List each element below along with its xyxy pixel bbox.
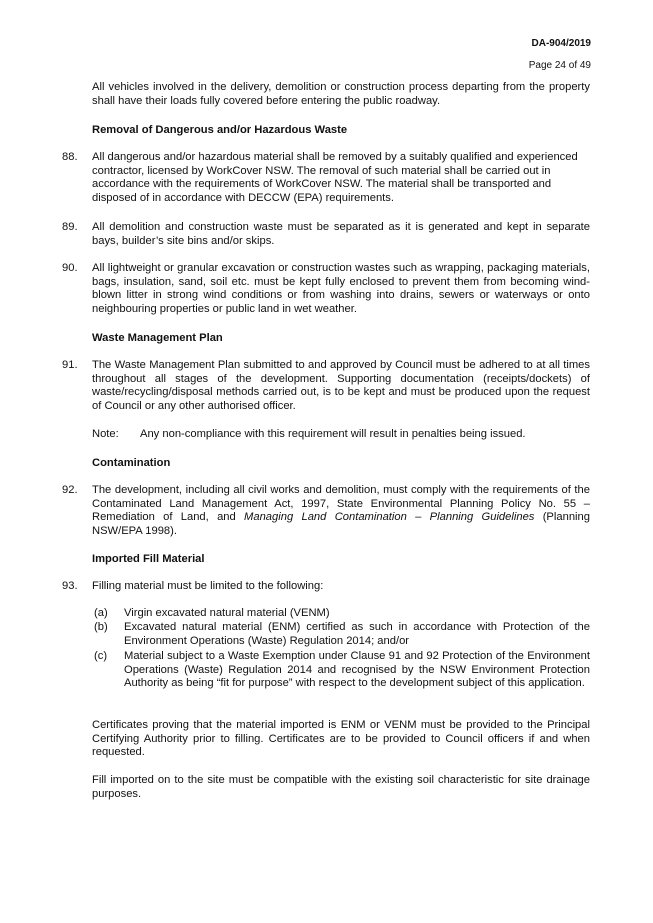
note-text: Any non-compliance with this requirement will result in penalties being issued.	[140, 428, 526, 440]
item-number-92: 92.	[62, 484, 78, 496]
guidelines-title: Managing Land Contamination – Planning Guidelines	[244, 511, 535, 523]
condition-92-text-start: The development, including all civil works and demolition, must comply with the requirements of the Contaminated Land Management Act, 1997, State Environmental Planning Policy No. 55 – Remediation of Land, and	[92, 484, 590, 523]
subitem-label-a: (a)	[94, 607, 108, 619]
item-number-88: 88.	[62, 151, 78, 163]
page-number: Page 24 of 49	[528, 60, 591, 71]
subitem-text-c: Material subject to a Waste Exemption under Clause 91 and 92 Protection of the Environment Operations (Waste) Regulation 2014 and recognised by the NSW Environment Protection Authority as being “fit for purpose” with respect to the development subject of this application.	[124, 650, 590, 689]
section-heading-imported-fill: Imported Fill Material	[92, 553, 205, 565]
condition-90-text: All lightweight or granular excavation or construction wastes such as wrapping, packaging materials, bags, insulation, sand, soil etc. must be kept fully enclosed to prevent them from becoming wind-blown litter in strong wind conditions or from washing into drains, sewers or waterways or onto neighbouring properties or public land in wet weather.	[92, 262, 590, 315]
document-reference: DA-904/2019	[531, 38, 591, 49]
condition-89-text: All demolition and construction waste must be separated as it is generated and kept in separate bays, builder’s site bins and/or skips.	[92, 221, 590, 247]
section-heading-waste-plan: Waste Management Plan	[92, 332, 223, 344]
intro-paragraph: All vehicles involved in the delivery, demolition or construction process departing from the property shall have their loads fully covered before entering the public roadway.	[92, 81, 590, 107]
subitem-label-c: (c)	[94, 650, 108, 662]
subitem-text-b: Excavated natural material (ENM) certified as such in accordance with Protection of the Environment Operations (Waste) Regulation 2014; and/or	[124, 621, 590, 647]
condition-92-text-end: (Planning NSW/EPA 1998).	[92, 511, 590, 537]
item-number-90: 90.	[62, 262, 78, 274]
section-heading-dangerous-waste: Removal of Dangerous and/or Hazardous Waste	[92, 124, 348, 136]
condition-91-text: The Waste Management Plan submitted to and approved by Council must be adhered to at all times throughout all stages of the development. Supporting documentation (receipts/dockets) of waste/recycling/disposal methods carried out, is to be kept and must be produced upon the request of Council or any other authorised officer.	[92, 359, 590, 412]
note-label: Note:	[92, 428, 119, 440]
item-number-89: 89.	[62, 221, 78, 233]
subitem-text-a: Virgin excavated natural material (VENM)	[124, 607, 330, 619]
fill-compatibility-paragraph: Fill imported on to the site must be compatible with the existing soil characteristic for site drainage purposes.	[92, 774, 590, 800]
item-number-91: 91.	[62, 359, 78, 371]
section-heading-contamination: Contamination	[92, 457, 171, 469]
subitem-label-b: (b)	[94, 621, 108, 633]
condition-88-text: All dangerous and/or hazardous material shall be removed by a suitably qualified and experienced contractor, licensed by WorkCover NSW. The removal of such material shall be carried out in accordance with the requirements of WorkCover NSW. The material shall be transported and disposed of in accordance with DECCW (EPA) requirements.	[92, 151, 578, 204]
condition-92-text	[92, 484, 590, 538]
condition-93-intro: Filling material must be limited to the following:	[92, 580, 324, 592]
certificates-paragraph: Certificates proving that the material imported is ENM or VENM must be provided to the Principal Certifying Authority prior to filling. Certificates are to be provided to Council officers if and when requested.	[92, 719, 590, 758]
item-number-93: 93.	[62, 580, 78, 592]
